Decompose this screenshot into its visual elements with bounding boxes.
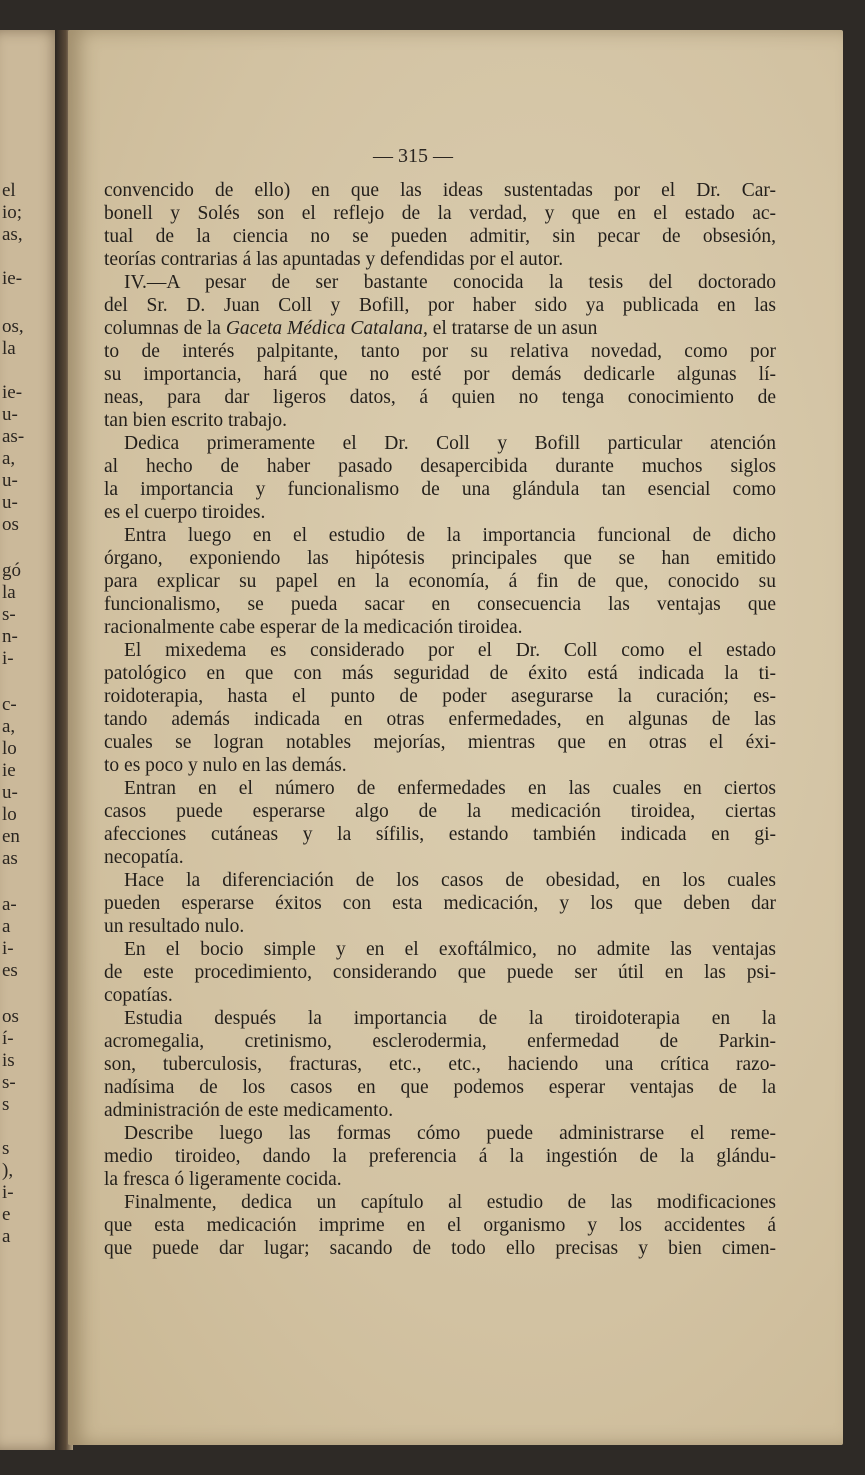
text-line: son, tuberculosis, fracturas, etc., etc., haciendo una crítica razo- <box>104 1054 776 1075</box>
left-fragment: s- <box>2 604 16 625</box>
left-fragment: gó <box>2 560 21 581</box>
text-line: que esta medicación imprime en el organismo y los accidentes á <box>104 1215 776 1236</box>
left-fragment: es <box>2 960 18 981</box>
left-fragment: el <box>2 180 16 201</box>
text-line: to es poco y nulo en las demás. <box>104 755 347 776</box>
left-fragment: u- <box>2 782 18 803</box>
text-line: su importancia, hará que no esté por demás dedicarle algunas lí- <box>104 364 776 385</box>
text-line: Finalmente, dedica un capítulo al estudio de las modificaciones <box>124 1192 776 1213</box>
left-fragment: s- <box>2 1072 16 1093</box>
text-fragment: columnas de la <box>104 318 221 339</box>
left-fragment: a- <box>2 894 17 915</box>
text-line: bonell y Solés son el reflejo de la verdad, y que en el estado ac- <box>104 203 776 224</box>
text-line: del Sr. D. Juan Coll y Bofill, por haber sido ya publicada en las <box>104 295 776 316</box>
text-line: la fresca ó ligeramente cocida. <box>104 1169 342 1190</box>
text-line: órgano, exponiendo las hipótesis principales que se han emitido <box>104 548 776 569</box>
text-line: un resultado nulo. <box>104 916 245 937</box>
text-line: roidoterapia, hasta el punto de poder asegurarse la curación; es- <box>104 686 776 707</box>
text-line: que puede dar lugar; sacando de todo ello precisas y bien cimen- <box>104 1238 776 1259</box>
text-line: copatías. <box>104 985 173 1006</box>
text-line: afecciones cutáneas y la sífilis, estando también indicada en gi- <box>104 824 776 845</box>
left-fragment: en <box>2 826 20 847</box>
left-fragment: io; <box>2 202 23 223</box>
left-fragment: as- <box>2 426 25 447</box>
left-fragment: n- <box>2 626 18 647</box>
left-fragment: a, <box>2 716 16 737</box>
text-line: administración de este medicamento. <box>104 1100 394 1121</box>
text-line: convencido de ello) en que las ideas sustentadas por el Dr. Car- <box>104 180 776 201</box>
left-fragment: a <box>2 916 11 937</box>
text-line: casos puede esperarse algo de la medicación tiroidea, ciertas <box>104 801 776 822</box>
journal-title: Gaceta Médica Catalana, <box>225 318 428 339</box>
left-fragment: u- <box>2 470 18 491</box>
left-fragment: a, <box>2 448 16 469</box>
text-line: Dedica primeramente el Dr. Coll y Bofill particular atención <box>124 433 776 454</box>
text-line: patológico en que con más seguridad de éxito está indicada la ti- <box>104 663 776 684</box>
book-page <box>68 30 843 1445</box>
left-fragment: c- <box>2 694 17 715</box>
text-line: Estudia después la importancia de la tiroidoterapia en la <box>124 1008 776 1029</box>
left-fragment: e <box>2 1204 11 1225</box>
left-fragment: os <box>2 1006 19 1027</box>
left-fragment: ie <box>2 760 16 781</box>
text-line: tan bien escrito trabajo. <box>104 410 288 431</box>
text-line: tando además indicada en otras enfermedades, en algunas de las <box>104 709 776 730</box>
left-fragment: is <box>2 1050 15 1071</box>
page-number: — 315 — <box>373 145 453 167</box>
text-line: IV.—A pesar de ser bastante conocida la tesis del doctorado <box>124 272 776 293</box>
text-line: nadísima de los casos en que podemos esperar ventajas de la <box>104 1077 776 1098</box>
text-line: acromegalia, cretinismo, esclerodermia, enfermedad de Parkin- <box>104 1031 776 1052</box>
text-line: funcionalismo, se pueda sacar en consecuencia las ventajas que <box>104 594 776 615</box>
text-line: Entra luego en el estudio de la importancia funcional de dicho <box>124 525 776 546</box>
text-line: to de interés palpitante, tanto por su relativa novedad, como por <box>104 341 776 362</box>
left-fragment: la <box>2 338 16 359</box>
left-fragment: ), <box>2 1160 14 1181</box>
text-line: neas, para dar ligeros datos, á quien no tenga conocimiento de <box>104 387 776 408</box>
text-line: Entran en el número de enfermedades en las cuales en ciertos <box>124 778 776 799</box>
left-fragment: os, <box>2 316 24 337</box>
left-page-edge <box>0 30 62 1450</box>
left-fragment: lo <box>2 804 17 825</box>
text-line: para explicar su papel en la economía, á fin de que, conocido su <box>104 571 776 592</box>
left-fragment: s <box>2 1138 10 1159</box>
left-fragment: as <box>2 848 18 869</box>
left-fragment: s <box>2 1094 10 1115</box>
left-fragment: i- <box>2 1182 14 1203</box>
left-fragment: i- <box>2 938 14 959</box>
text-line: En el bocio simple y en el exoftálmico, no admite las ventajas <box>124 939 776 960</box>
left-fragment: ie- <box>2 268 23 289</box>
left-fragment: u- <box>2 404 18 425</box>
left-fragment: u- <box>2 492 18 513</box>
text-line: la importancia y funcionalismo de una glándula tan esencial como <box>104 479 776 500</box>
text-line: al hecho de haber pasado desapercibida durante muchos siglos <box>104 456 776 477</box>
left-fragment: a <box>2 1226 11 1247</box>
left-fragment: lo <box>2 738 17 759</box>
text-line: cuales se logran notables mejorías, mientras que en otras el éxi- <box>104 732 776 753</box>
text-fragment: el tratarse de un asun <box>432 318 598 339</box>
left-fragment: la <box>2 582 16 603</box>
left-fragment: í- <box>2 1028 14 1049</box>
text-line: necopatía. <box>104 847 184 868</box>
text-line: racionalmente cabe esperar de la medicación tiroidea. <box>104 617 523 638</box>
text-line: Describe luego las formas cómo puede administrarse el reme- <box>124 1123 776 1144</box>
text-line: El mixedema es considerado por el Dr. Coll como el estado <box>124 640 776 661</box>
left-fragment: os <box>2 514 19 535</box>
text-line: pueden esperarse éxitos con esta medicación, y los que deben dar <box>104 893 776 914</box>
text-line: medio tiroideo, dando la preferencia á la ingestión de la glándu- <box>104 1146 776 1167</box>
text-line: es el cuerpo tiroides. <box>104 502 266 523</box>
text-line: teorías contrarias á las apuntadas y defendidas por el autor. <box>104 249 564 270</box>
left-fragment: as, <box>2 224 23 245</box>
text-line: Hace la diferenciación de los casos de obesidad, en los cuales <box>124 870 776 891</box>
left-fragment: i- <box>2 648 14 669</box>
text-line-with-italic <box>104 318 776 340</box>
text-line: tual de la ciencia no se pueden admitir, sin pecar de obsesión, <box>104 226 776 247</box>
text-line: de este procedimiento, considerando que puede ser útil en las psi- <box>104 962 776 983</box>
left-fragment: ie- <box>2 382 23 403</box>
